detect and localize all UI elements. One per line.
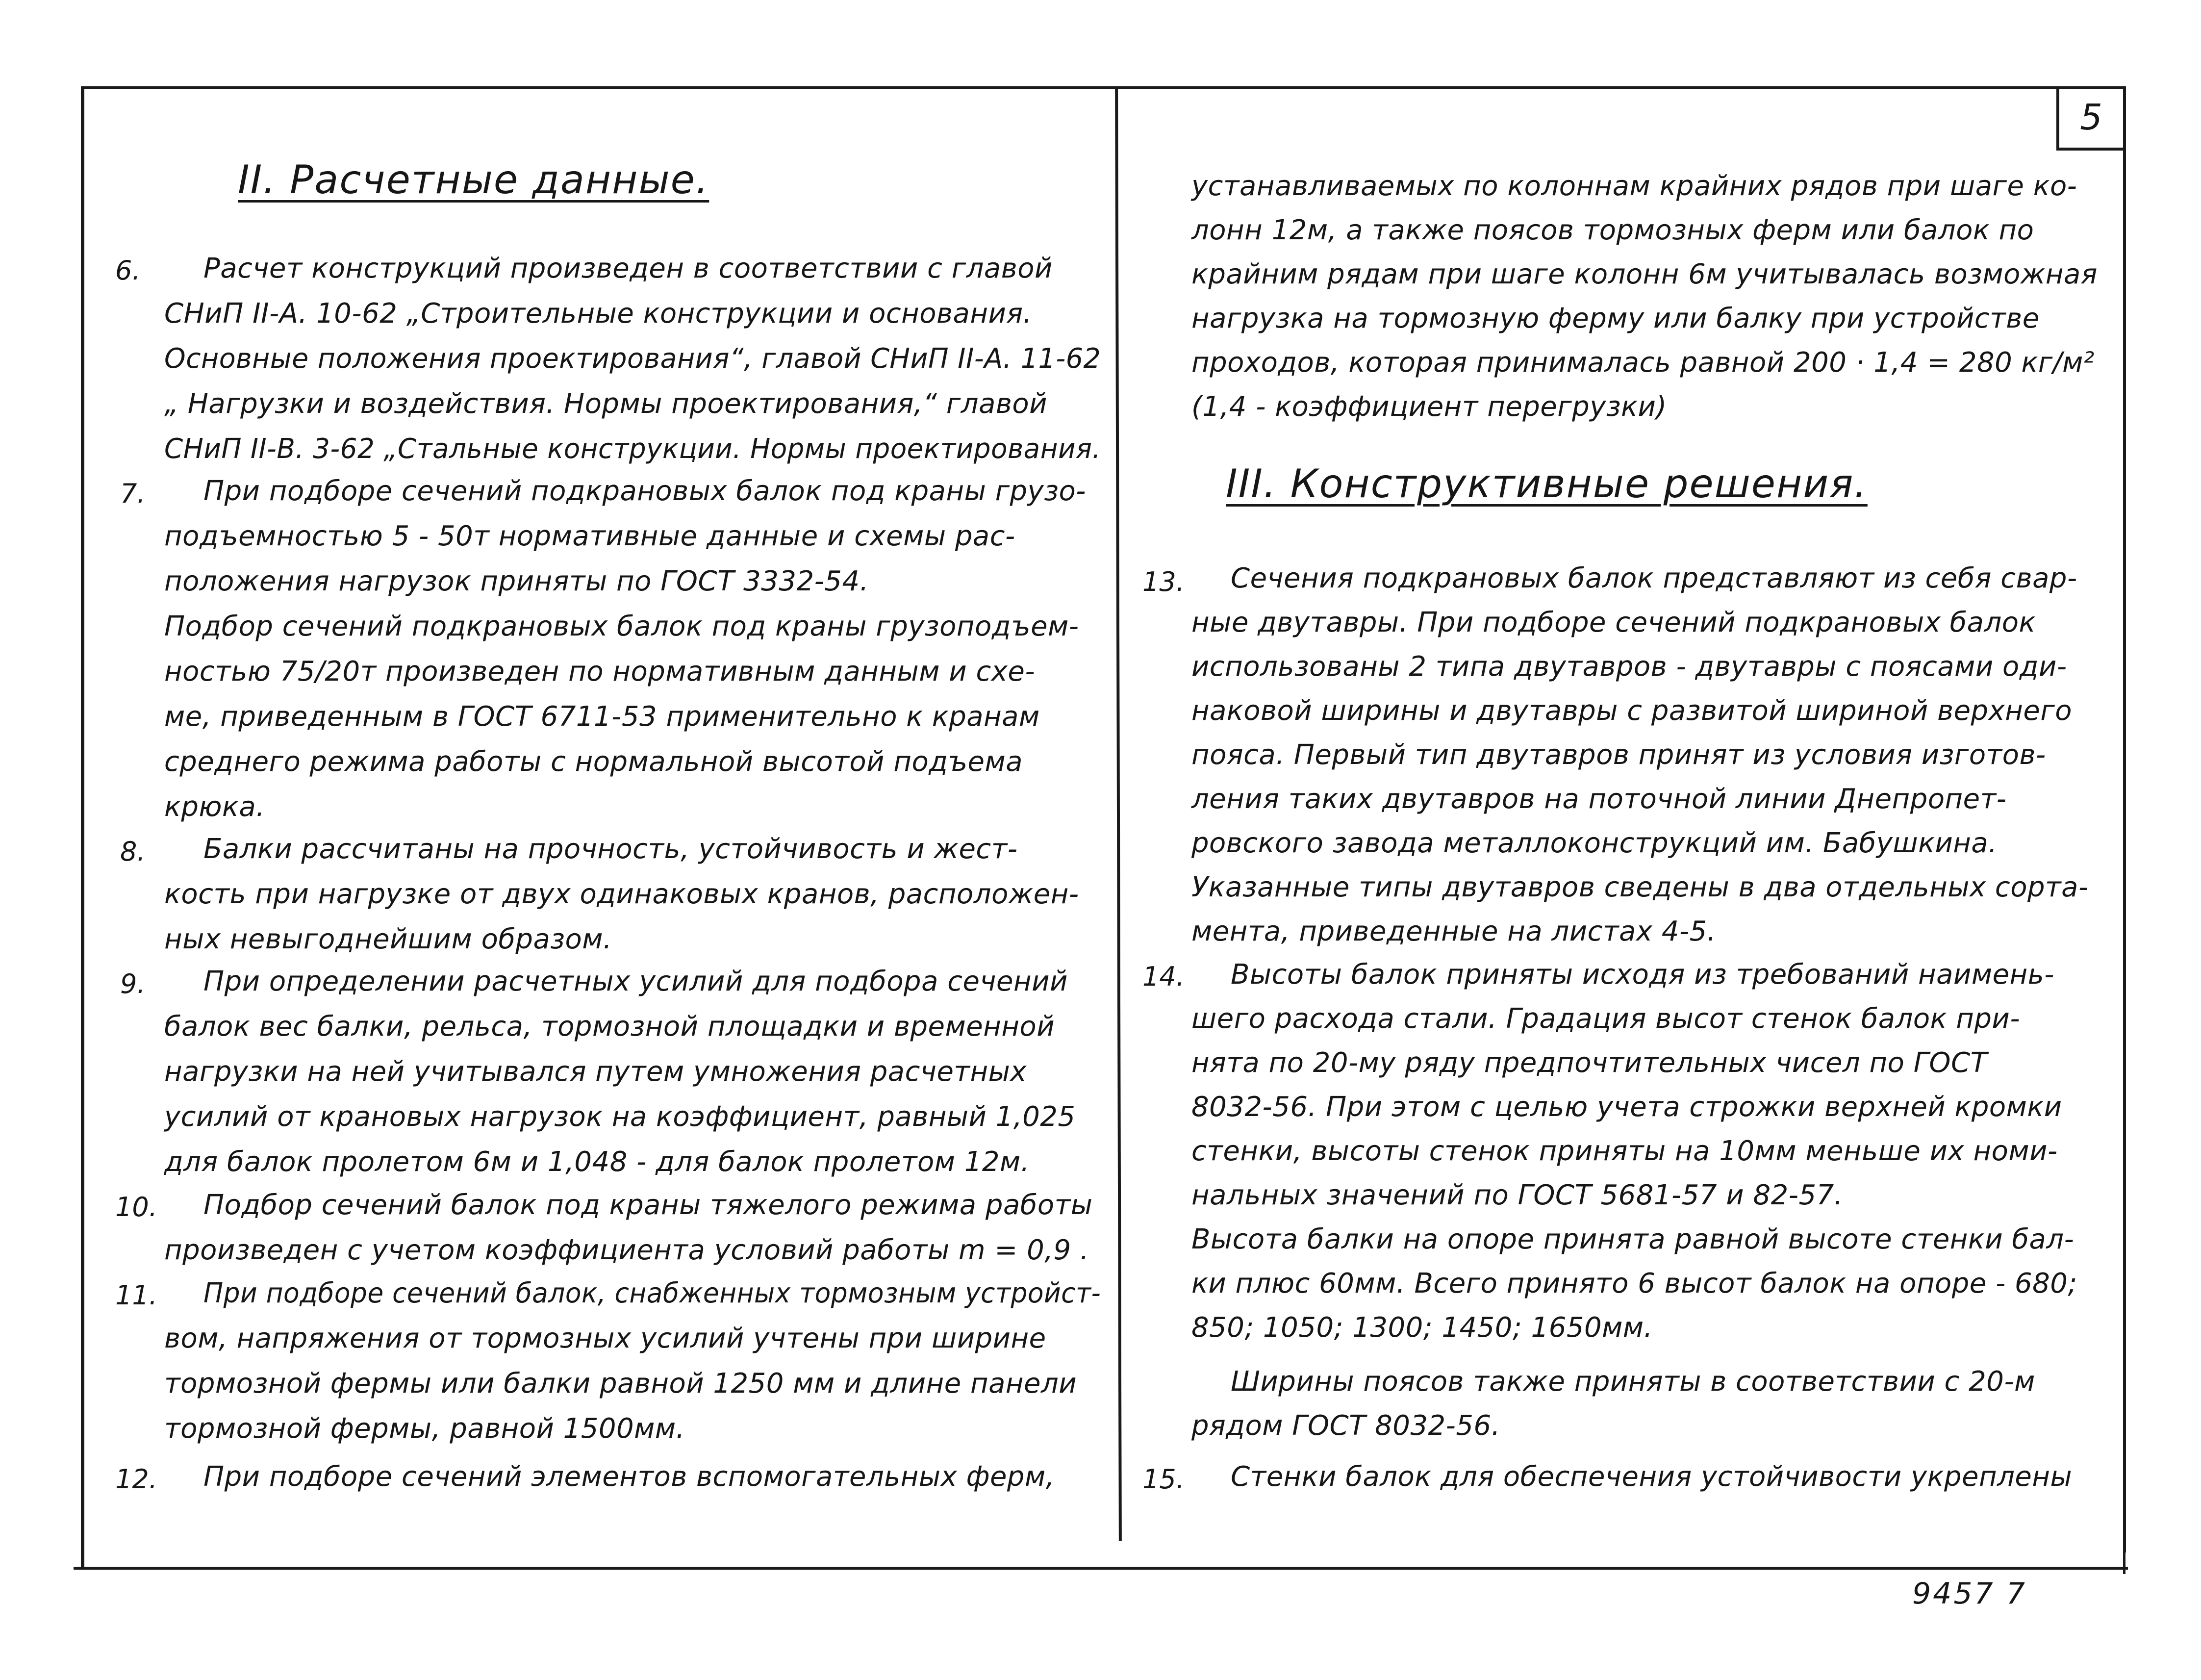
- paragraph-line: 8032-56. При этом с целью учета строжки верхней кромки: [1191, 1091, 2062, 1123]
- paragraph-line: Высота балки на опоре принята равной высоте стенки бал-: [1191, 1223, 2075, 1255]
- paragraph-number: 7.: [120, 478, 146, 509]
- paragraph-line: вом, напряжения от тормозных усилий учтены при ширине: [164, 1323, 1046, 1354]
- paragraph-line: тормозной фермы или балки равной 1250 мм и длине панели: [164, 1368, 1077, 1400]
- paragraph-line: усилий от крановых нагрузок на коэффициент, равный 1,025: [164, 1101, 1076, 1133]
- paragraph-line: произведен с учетом коэффициента условий работы m = 0,9 .: [164, 1234, 1089, 1266]
- footer-sheet-number: 9457 7: [1912, 1577, 2027, 1611]
- paragraph-number: 8.: [120, 836, 146, 867]
- paragraph-line: нальных значений по ГОСТ 5681-57 и 82-57.: [1191, 1179, 1844, 1211]
- paragraph-line: При подборе сечений балок, снабженных тормозным устройст-: [203, 1277, 1101, 1309]
- paragraph-line: положения нагрузок приняты по ГОСТ 3332-54.: [164, 565, 869, 597]
- paragraph-line: тормозной фермы, равной 1500мм.: [164, 1413, 685, 1445]
- paragraph-line: стенки, высоты стенок приняты на 10мм меньше их номи-: [1191, 1135, 2058, 1167]
- paragraph-line: устанавливаемых по колоннам крайних рядов при шаге ко-: [1191, 170, 2077, 202]
- paragraph-line: При определении расчетных усилий для подбора сечений: [203, 966, 1068, 997]
- section-heading-2: II. Расчетные данные.: [238, 157, 709, 203]
- paragraph-line: проходов, которая принималась равной 200 · 1,4 = 280 кг/м²: [1191, 347, 2095, 379]
- paragraph-line: среднего режима работы с нормальной высотой подъема: [164, 746, 1023, 778]
- paragraph-number: 12.: [115, 1464, 157, 1495]
- paragraph-number: 6.: [115, 255, 141, 286]
- paragraph-line: Подбор сечений подкрановых балок под краны грузоподъем-: [164, 611, 1079, 642]
- paragraph-line: нагрузки на ней учитывался путем умножения расчетных: [164, 1056, 1027, 1088]
- paragraph-line: крюка.: [164, 791, 265, 823]
- page-number: 5: [2080, 96, 2102, 138]
- frame-bottom-border: [74, 1567, 2128, 1570]
- paragraph-line: Сечения подкрановых балок представляют из себя свар-: [1231, 562, 2077, 594]
- paragraph-line: нята по 20-му ряду предпочтительных чисел по ГОСТ: [1191, 1047, 1988, 1079]
- section-heading-3: III. Конструктивные решения.: [1226, 461, 1868, 507]
- paragraph-line: СНиП II-А. 10-62 „Строительные конструкции и основания.: [164, 298, 1032, 330]
- paragraph-line: ления таких двутавров на поточной линии Днепропет-: [1191, 783, 2007, 815]
- paragraph-line: ки плюс 60мм. Всего принято 6 высот балок на опоре - 680;: [1191, 1268, 2077, 1299]
- paragraph-line: Основные положения проектирования“, главой СНиП II-А. 11-62: [164, 343, 1101, 375]
- paragraph-line: пояса. Первый тип двутавров принят из условия изготов-: [1191, 739, 2046, 771]
- paragraph-line: ровского завода металлоконструкций им. Бабушкина.: [1191, 827, 1998, 859]
- paragraph-line: ме, приведенным в ГОСТ 6711-53 применительно к кранам: [164, 701, 1040, 733]
- paragraph-line: СНиП II-В. 3-62 „Стальные конструкции. Нормы проектирования.: [164, 433, 1101, 465]
- paragraph-number: 13.: [1142, 566, 1185, 597]
- frame-corner-tick: [2123, 1550, 2125, 1574]
- paragraph-line: Подбор сечений балок под краны тяжелого режима работы: [203, 1189, 1093, 1221]
- paragraph-line: ные двутавры. При подборе сечений подкрановых балок: [1191, 607, 2036, 638]
- paragraph-line: Высоты балок приняты исходя из требований наимень-: [1231, 959, 2054, 991]
- paragraph-line: Расчет конструкций произведен в соответствии с главой: [203, 253, 1053, 284]
- frame-top-border: [81, 86, 2125, 89]
- paragraph-line: использованы 2 типа двутавров - двутавры с поясами оди-: [1191, 651, 2067, 683]
- paragraph-line: балок вес балки, рельса, тормозной площадки и временной: [164, 1011, 1055, 1043]
- paragraph-line: подъемностью 5 - 50т нормативные данные и схемы рас-: [164, 520, 1015, 552]
- frame-right-border: [2123, 86, 2126, 1553]
- paragraph-number: 10.: [115, 1192, 157, 1222]
- paragraph-line: ных невыгоднейшим образом.: [164, 923, 612, 955]
- paragraph-line: мента, приведенные на листах 4-5.: [1191, 916, 1717, 947]
- paragraph-line: 850; 1050; 1300; 1450; 1650мм.: [1191, 1312, 1653, 1344]
- paragraph-line: Ширины поясов также приняты в соответствии с 20-м: [1231, 1366, 2035, 1398]
- paragraph-line: „ Нагрузки и воздействия. Нормы проектирования,“ главой: [164, 388, 1048, 420]
- paragraph-line: крайним рядам при шаге колонн 6м учитывалась возможная: [1191, 258, 2098, 290]
- paragraph-line: При подборе сечений подкрановых балок под краны грузо-: [203, 475, 1086, 507]
- paragraph-line: наковой ширины и двутавры с развитой шириной верхнего: [1191, 695, 2072, 727]
- paragraph-line: ностью 75/20т произведен по нормативным данным и схе-: [164, 656, 1036, 687]
- paragraph-number: 9.: [120, 968, 146, 999]
- paragraph-number: 14.: [1142, 961, 1185, 992]
- paragraph-line: нагрузка на тормозную ферму или балку при устройстве: [1191, 303, 2040, 334]
- column-divider: [1115, 89, 1122, 1541]
- page-number-box: [2056, 86, 2123, 151]
- paragraph-line: Стенки балок для обеспечения устойчивости укреплены: [1231, 1461, 2073, 1493]
- paragraph-line: лонн 12м, а также поясов тормозных ферм или балок по: [1191, 214, 2034, 246]
- paragraph-line: Указанные типы двутавров сведены в два отдельных сорта-: [1191, 871, 2089, 903]
- paragraph-line: Балки рассчитаны на прочность, устойчивость и жест-: [203, 833, 1018, 865]
- paragraph-line: При подборе сечений элементов вспомогательных ферм,: [203, 1461, 1055, 1493]
- paragraph-line: (1,4 - коэффициент перегрузки): [1191, 391, 1667, 423]
- paragraph-number: 11.: [115, 1280, 157, 1311]
- paragraph-line: для балок пролетом 6м и 1,048 - для балок пролетом 12м.: [164, 1146, 1030, 1178]
- paragraph-line: шего расхода стали. Градация высот стенок балок при-: [1191, 1003, 2021, 1035]
- paragraph-number: 15.: [1142, 1464, 1185, 1495]
- frame-left-border: [81, 86, 84, 1570]
- paragraph-line: рядом ГОСТ 8032-56.: [1191, 1410, 1500, 1442]
- paragraph-line: кость при нагрузке от двух одинаковых кранов, расположен-: [164, 878, 1079, 910]
